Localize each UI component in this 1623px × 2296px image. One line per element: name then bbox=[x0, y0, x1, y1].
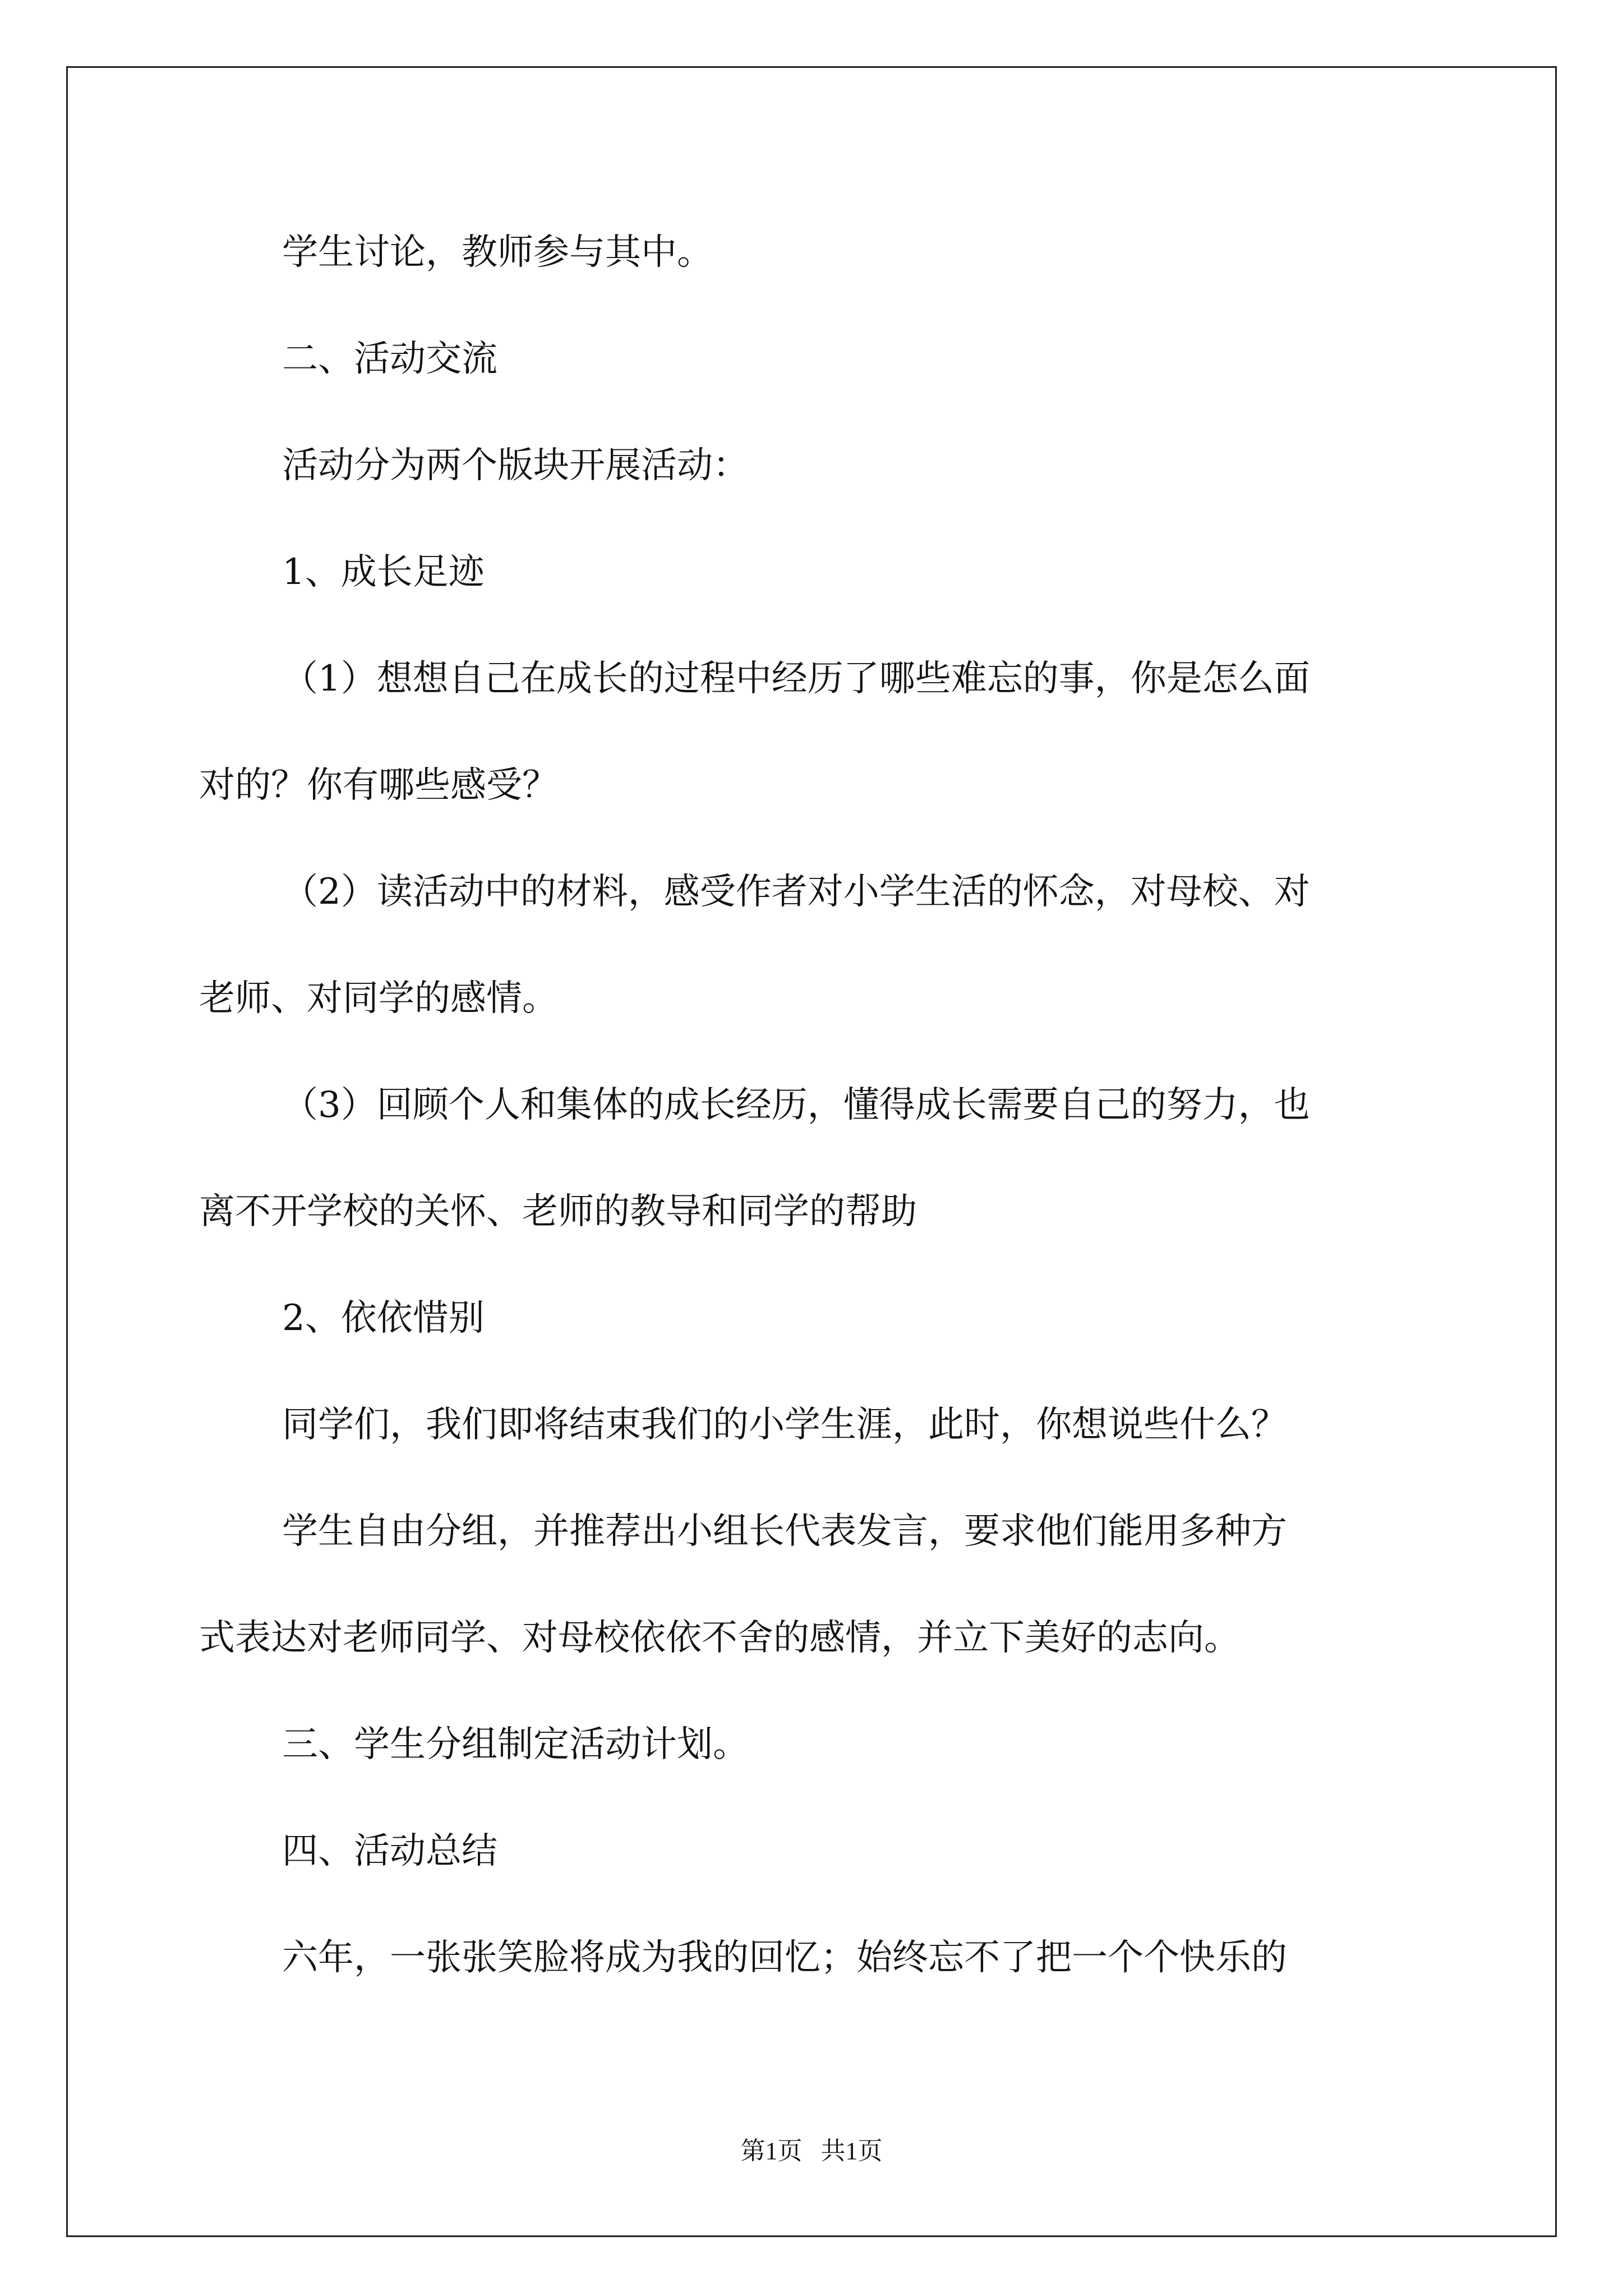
text-line: 离不开学校的关怀、老师的教导和同学的帮助 bbox=[199, 1191, 917, 1232]
text-line: （3）回顾个人和集体的成长经历，懂得成长需要自己的努力，也 bbox=[282, 1084, 1310, 1126]
section-heading: 三、学生分组制定活动计划。 bbox=[282, 1724, 749, 1765]
text-line: 学生讨论，教师参与其中。 bbox=[282, 232, 713, 273]
text-line: 活动分为两个版块开展活动： bbox=[282, 445, 749, 486]
text-line: （1）想想自己在成长的过程中经历了哪些难忘的事，你是怎么面 bbox=[282, 658, 1310, 700]
section-heading: 四、活动总结 bbox=[282, 1830, 497, 1872]
page-number-footer: 第1页 共1页 bbox=[740, 2137, 883, 2165]
section-heading: 二、活动交流 bbox=[282, 338, 497, 380]
subsection-heading: 1、成长足迹 bbox=[282, 551, 485, 593]
text-line: （2）读活动中的材料，感受作者对小学生活的怀念，对母校、对 bbox=[282, 871, 1310, 913]
text-line: 六年，一张张笑脸将成为我的回忆；始终忘不了把一个个快乐的 bbox=[282, 1937, 1287, 1978]
text-line: 同学们，我们即将结束我们的小学生涯，此时，你想说些什么？ bbox=[282, 1404, 1287, 1446]
text-line: 学生自由分组，并推荐出小组长代表发言，要求他们能用多种方 bbox=[282, 1511, 1287, 1552]
document-body bbox=[199, 199, 1433, 2011]
text-line: 式表达对老师同学、对母校依依不舍的感情，并立下美好的志向。 bbox=[199, 1617, 1240, 1659]
text-line: 老师、对同学的感情。 bbox=[199, 978, 558, 1019]
text-line: 对的？你有哪些感受？ bbox=[199, 765, 558, 806]
subsection-heading: 2、依依惜别 bbox=[282, 1297, 485, 1339]
